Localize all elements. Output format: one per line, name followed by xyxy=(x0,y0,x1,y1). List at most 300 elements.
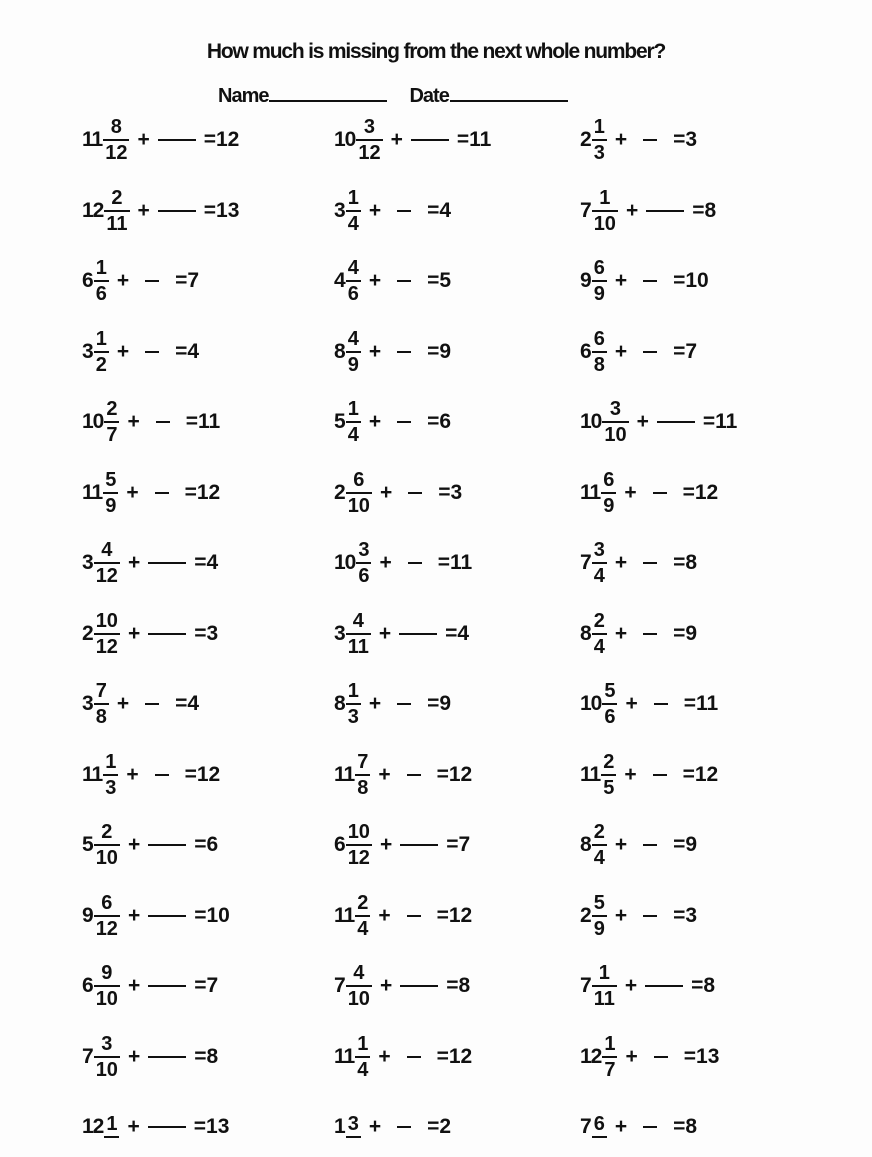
fraction xyxy=(346,611,371,657)
whole-number: 10 xyxy=(82,410,104,433)
denominator: 4 xyxy=(347,424,359,446)
numerator: 1 xyxy=(604,1032,616,1055)
problem-item xyxy=(334,322,451,382)
denominator xyxy=(597,1138,601,1140)
next-whole-number: 3 xyxy=(450,480,463,504)
problem-item xyxy=(82,533,218,593)
whole-number: 7 xyxy=(580,974,591,997)
equals-sign: = xyxy=(683,1044,697,1068)
problem-item xyxy=(334,956,470,1016)
equals-sign: = xyxy=(194,903,207,927)
plus-sign: + xyxy=(625,1044,638,1068)
plus-sign: + xyxy=(378,762,391,786)
fraction xyxy=(355,893,370,939)
answer-blank[interactable] xyxy=(407,774,421,776)
problem-item xyxy=(580,604,697,664)
whole-number: 11 xyxy=(580,762,601,786)
equals-sign: = xyxy=(184,480,197,504)
problem-item xyxy=(82,181,239,241)
plus-sign: + xyxy=(624,762,637,786)
plus-sign: + xyxy=(379,551,392,574)
problem-item xyxy=(82,1027,218,1087)
whole-number: 2 xyxy=(580,128,591,151)
problem-item xyxy=(334,181,451,241)
equals-sign: = xyxy=(194,974,207,997)
next-whole-number: 11 xyxy=(450,551,473,574)
answer-blank[interactable] xyxy=(643,351,657,353)
plus-sign: + xyxy=(126,762,139,786)
problem-item xyxy=(334,251,451,311)
equals-sign: = xyxy=(673,903,686,927)
numerator: 7 xyxy=(95,680,107,702)
fraction xyxy=(592,893,607,939)
fraction xyxy=(94,540,120,586)
whole-number: 2 xyxy=(334,480,345,504)
answer-blank[interactable] xyxy=(653,774,667,776)
whole-number: 3 xyxy=(82,339,93,363)
equals-sign: = xyxy=(427,1115,440,1138)
next-whole-number: 4 xyxy=(187,339,200,363)
answer-blank[interactable] xyxy=(397,280,411,282)
problem-item xyxy=(334,674,451,734)
answer-blank[interactable] xyxy=(148,915,186,917)
denominator: 11 xyxy=(593,988,615,1010)
fraction xyxy=(346,329,361,375)
answer-blank[interactable] xyxy=(158,139,196,141)
whole-number: 3 xyxy=(82,692,93,715)
answer-blank[interactable] xyxy=(145,280,159,282)
fraction xyxy=(94,258,109,304)
equals-sign: = xyxy=(702,410,716,433)
whole-number: 5 xyxy=(82,833,93,856)
denominator: 11 xyxy=(347,635,369,658)
plus-sign: + xyxy=(378,903,391,927)
denominator: 10 xyxy=(347,988,370,1010)
whole-number: 8 xyxy=(334,339,345,363)
plus-sign: + xyxy=(368,339,382,363)
fraction xyxy=(104,188,129,234)
equals-sign: = xyxy=(203,128,216,151)
next-whole-number: 12 xyxy=(196,762,221,786)
fraction xyxy=(346,399,361,445)
equals-sign: = xyxy=(194,551,207,574)
fraction xyxy=(602,1034,617,1080)
plus-sign: + xyxy=(116,692,130,715)
whole-number: 8 xyxy=(334,692,345,715)
next-whole-number: 8 xyxy=(685,1115,698,1138)
answer-blank[interactable] xyxy=(155,492,169,494)
equals-sign: = xyxy=(175,269,188,292)
plus-sign: + xyxy=(126,480,139,504)
whole-number: 10 xyxy=(334,551,356,574)
equals-sign: = xyxy=(438,480,451,504)
next-whole-number: 8 xyxy=(206,1044,219,1068)
numerator: 1 xyxy=(357,1032,369,1055)
whole-number: 7 xyxy=(580,551,591,574)
answer-blank[interactable] xyxy=(643,633,657,635)
denominator: 3 xyxy=(347,706,359,728)
whole-number: 11 xyxy=(334,1044,355,1068)
fraction xyxy=(601,470,616,516)
whole-number: 3 xyxy=(334,621,345,645)
numerator: 2 xyxy=(603,750,615,773)
fraction xyxy=(592,329,607,375)
fraction xyxy=(346,470,372,516)
problem-item xyxy=(82,251,199,311)
equals-sign: = xyxy=(436,762,449,786)
numerator: 1 xyxy=(105,750,117,773)
denominator: 9 xyxy=(105,494,117,517)
plus-sign: + xyxy=(624,480,637,504)
numerator: 5 xyxy=(593,891,605,914)
problem-item xyxy=(82,745,220,805)
numerator: 6 xyxy=(593,1113,605,1135)
numerator: 10 xyxy=(95,609,118,632)
answer-blank[interactable] xyxy=(646,210,684,212)
whole-number: 7 xyxy=(580,198,591,222)
numerator: 4 xyxy=(347,327,359,350)
date-blank[interactable] xyxy=(450,80,568,102)
equals-sign: = xyxy=(673,833,686,856)
answer-blank[interactable] xyxy=(397,210,411,212)
denominator: 10 xyxy=(347,494,370,517)
equals-sign: = xyxy=(673,551,686,574)
answer-blank[interactable] xyxy=(408,492,422,494)
name-blank[interactable] xyxy=(269,80,387,102)
fraction xyxy=(346,681,361,727)
numerator: 1 xyxy=(347,680,359,702)
fraction xyxy=(592,188,618,234)
next-whole-number: 10 xyxy=(685,269,709,292)
answer-blank[interactable] xyxy=(155,774,169,776)
fraction xyxy=(94,329,109,375)
fraction xyxy=(94,822,120,868)
next-whole-number: 12 xyxy=(215,128,240,151)
denominator: 3 xyxy=(593,142,605,164)
next-whole-number: 7 xyxy=(206,974,219,997)
answer-blank[interactable] xyxy=(148,985,186,987)
plus-sign: + xyxy=(127,551,141,574)
denominator: 7 xyxy=(604,1058,616,1081)
denominator: 6 xyxy=(95,283,107,305)
numerator: 7 xyxy=(357,750,369,773)
denominator: 3 xyxy=(105,776,117,799)
numerator: 2 xyxy=(593,821,605,843)
fraction xyxy=(94,611,120,657)
plus-sign: + xyxy=(127,621,141,645)
numerator: 6 xyxy=(101,891,113,914)
fraction xyxy=(602,399,628,445)
fraction xyxy=(94,1034,120,1080)
problem-item xyxy=(580,815,697,875)
whole-number: 11 xyxy=(82,480,103,504)
denominator: 10 xyxy=(95,1058,118,1081)
problem-item xyxy=(580,674,718,734)
plus-sign: + xyxy=(378,621,392,645)
problem-item xyxy=(334,745,472,805)
fraction xyxy=(602,681,617,727)
answer-blank[interactable] xyxy=(148,633,186,635)
numerator: 1 xyxy=(106,1113,118,1135)
equals-sign: = xyxy=(456,128,470,151)
numerator: 10 xyxy=(347,821,370,843)
denominator: 12 xyxy=(105,142,128,164)
equals-sign: = xyxy=(682,762,695,786)
numerator: 3 xyxy=(101,1032,113,1055)
name-date-line xyxy=(218,80,568,108)
plus-sign: + xyxy=(614,903,628,927)
numerator: 5 xyxy=(105,468,117,491)
next-whole-number: 12 xyxy=(694,480,719,504)
equals-sign: = xyxy=(673,269,686,292)
problem-item xyxy=(334,886,472,946)
next-whole-number: 7 xyxy=(458,833,471,856)
plus-sign: + xyxy=(614,621,628,645)
problem-item xyxy=(580,1097,697,1157)
equals-sign: = xyxy=(436,903,449,927)
plus-sign: + xyxy=(379,833,393,856)
next-whole-number: 8 xyxy=(704,198,717,222)
problem-item xyxy=(580,956,715,1016)
whole-number: 10 xyxy=(334,128,356,151)
equals-sign: = xyxy=(193,1115,207,1138)
equals-sign: = xyxy=(446,974,459,997)
denominator: 12 xyxy=(95,917,118,940)
fraction xyxy=(346,822,372,868)
next-whole-number: 13 xyxy=(696,1044,720,1068)
answer-blank[interactable] xyxy=(411,139,449,141)
fraction xyxy=(346,258,361,304)
answer-blank[interactable] xyxy=(156,421,170,423)
numerator: 1 xyxy=(347,186,359,209)
denominator: 4 xyxy=(593,847,605,869)
denominator: 12 xyxy=(95,635,118,658)
answer-blank[interactable] xyxy=(148,1056,186,1058)
plus-sign: + xyxy=(625,198,639,222)
numerator: 2 xyxy=(106,398,118,420)
next-whole-number: 2 xyxy=(439,1115,452,1138)
fraction xyxy=(104,399,119,445)
fraction xyxy=(356,540,371,586)
answer-blank[interactable] xyxy=(158,210,196,212)
denominator: 12 xyxy=(347,847,370,869)
equals-sign: = xyxy=(436,1044,449,1068)
whole-number: 10 xyxy=(580,692,602,715)
next-whole-number: 12 xyxy=(448,762,473,786)
problem-item xyxy=(82,886,230,946)
next-whole-number: 8 xyxy=(703,974,716,997)
numerator: 1 xyxy=(598,962,610,984)
next-whole-number: 3 xyxy=(685,903,698,927)
problem-item xyxy=(580,886,697,946)
next-whole-number: 9 xyxy=(439,339,452,363)
numerator: 4 xyxy=(347,257,359,279)
denominator: 7 xyxy=(106,424,118,446)
equals-sign: = xyxy=(194,1044,207,1068)
plus-sign: + xyxy=(368,269,382,292)
plus-sign: + xyxy=(127,1044,141,1068)
equals-sign: = xyxy=(673,621,686,645)
answer-blank[interactable] xyxy=(645,985,683,987)
answer-blank[interactable] xyxy=(145,351,159,353)
problem-item xyxy=(334,463,462,523)
whole-number: 3 xyxy=(82,551,93,574)
next-whole-number: 9 xyxy=(685,621,698,645)
next-whole-number: 9 xyxy=(439,692,452,715)
next-whole-number: 7 xyxy=(187,269,200,292)
fraction xyxy=(94,681,109,727)
equals-sign: = xyxy=(427,269,440,292)
answer-blank[interactable] xyxy=(408,562,422,564)
next-whole-number: 10 xyxy=(206,903,230,927)
equals-sign: = xyxy=(446,833,459,856)
problem-item xyxy=(334,1027,472,1087)
whole-number: 6 xyxy=(82,974,93,997)
numerator: 2 xyxy=(357,891,369,914)
problem-item xyxy=(82,956,218,1016)
numerator: 1 xyxy=(593,116,605,138)
denominator: 10 xyxy=(593,212,616,235)
denominator: 8 xyxy=(95,706,107,728)
fraction xyxy=(592,611,607,657)
numerator: 9 xyxy=(101,962,113,984)
problem-item xyxy=(580,533,697,593)
problem-item xyxy=(580,745,718,805)
plus-sign: + xyxy=(379,480,393,504)
next-whole-number: 3 xyxy=(685,128,698,151)
whole-number: 5 xyxy=(334,410,345,433)
answer-blank[interactable] xyxy=(397,703,411,705)
next-whole-number: 6 xyxy=(439,410,452,433)
numerator: 3 xyxy=(347,1113,359,1135)
name-label: Name xyxy=(218,85,269,107)
answer-blank[interactable] xyxy=(657,421,695,423)
answer-blank[interactable] xyxy=(145,703,159,705)
answer-blank[interactable] xyxy=(653,492,667,494)
numerator: 3 xyxy=(609,398,622,420)
numerator: 4 xyxy=(101,539,113,561)
problem-item xyxy=(334,604,469,664)
answer-blank[interactable] xyxy=(148,844,186,846)
whole-number: 2 xyxy=(82,621,93,645)
numerator: 6 xyxy=(603,468,615,491)
answer-blank[interactable] xyxy=(643,280,657,282)
whole-number: 10 xyxy=(580,410,602,433)
problem-item xyxy=(334,110,491,170)
problem-item xyxy=(580,322,697,382)
numerator: 6 xyxy=(593,327,605,350)
plus-sign: + xyxy=(127,1115,140,1138)
plus-sign: + xyxy=(390,128,403,151)
denominator: 4 xyxy=(357,1058,369,1081)
problem-item xyxy=(580,392,737,452)
whole-number: 11 xyxy=(580,480,601,504)
denominator: 9 xyxy=(593,283,605,305)
next-whole-number: 7 xyxy=(685,339,698,363)
date-label: Date xyxy=(409,85,449,107)
answer-blank[interactable] xyxy=(643,844,657,846)
plus-sign: + xyxy=(378,1044,391,1068)
whole-number: 11 xyxy=(334,762,355,786)
fraction xyxy=(104,1114,119,1140)
whole-number: 1 xyxy=(334,1115,345,1138)
denominator: 4 xyxy=(347,212,359,235)
numerator: 6 xyxy=(353,468,365,491)
fraction xyxy=(103,752,118,798)
fraction xyxy=(592,117,607,163)
plus-sign: + xyxy=(127,974,141,997)
answer-blank[interactable] xyxy=(654,1056,668,1058)
answer-blank[interactable] xyxy=(643,562,657,564)
next-whole-number: 3 xyxy=(206,621,219,645)
next-whole-number: 13 xyxy=(216,198,240,222)
answer-blank[interactable] xyxy=(148,562,186,564)
answer-blank[interactable] xyxy=(407,915,421,917)
problem-item xyxy=(82,322,199,382)
whole-number: 12 xyxy=(82,198,104,222)
denominator: 4 xyxy=(357,917,369,940)
next-whole-number: 12 xyxy=(448,903,473,927)
fraction xyxy=(103,117,129,163)
next-whole-number: 4 xyxy=(457,621,470,645)
numerator: 5 xyxy=(604,680,616,702)
problem-item xyxy=(82,674,199,734)
fraction xyxy=(346,1114,361,1140)
answer-blank[interactable] xyxy=(399,633,437,635)
equals-sign: = xyxy=(692,198,705,222)
numerator: 1 xyxy=(599,186,611,209)
answer-blank[interactable] xyxy=(400,844,438,846)
answer-blank[interactable] xyxy=(400,985,438,987)
plus-sign: + xyxy=(368,692,382,715)
plus-sign: + xyxy=(614,1115,628,1138)
next-whole-number: 4 xyxy=(206,551,219,574)
next-whole-number: 8 xyxy=(685,551,698,574)
denominator: 9 xyxy=(593,917,605,940)
whole-number: 8 xyxy=(580,621,591,645)
fraction xyxy=(355,1034,370,1080)
next-whole-number: 12 xyxy=(196,480,221,504)
problem-item xyxy=(580,1027,719,1087)
next-whole-number: 13 xyxy=(206,1115,230,1138)
next-whole-number: 4 xyxy=(187,692,200,715)
answer-blank[interactable] xyxy=(407,1056,421,1058)
denominator: 12 xyxy=(95,565,118,587)
next-whole-number: 11 xyxy=(198,410,221,433)
denominator: 11 xyxy=(106,212,128,235)
numerator: 4 xyxy=(353,962,365,984)
answer-blank[interactable] xyxy=(397,421,411,423)
problem-item xyxy=(580,251,709,311)
answer-blank[interactable] xyxy=(397,351,411,353)
equals-sign: = xyxy=(194,621,207,645)
numerator: 4 xyxy=(352,609,364,632)
equals-sign: = xyxy=(175,692,188,715)
next-whole-number: 6 xyxy=(206,833,219,856)
answer-blank[interactable] xyxy=(643,139,657,141)
equals-sign: = xyxy=(445,621,458,645)
denominator: 6 xyxy=(358,565,370,587)
equals-sign: = xyxy=(203,198,217,222)
answer-blank[interactable] xyxy=(654,703,668,705)
whole-number: 12 xyxy=(580,1044,602,1068)
numerator: 3 xyxy=(593,539,605,561)
equals-sign: = xyxy=(184,762,197,786)
numerator: 1 xyxy=(95,257,107,279)
problem-item xyxy=(334,1097,451,1157)
answer-blank[interactable] xyxy=(643,915,657,917)
problem-item xyxy=(82,815,218,875)
